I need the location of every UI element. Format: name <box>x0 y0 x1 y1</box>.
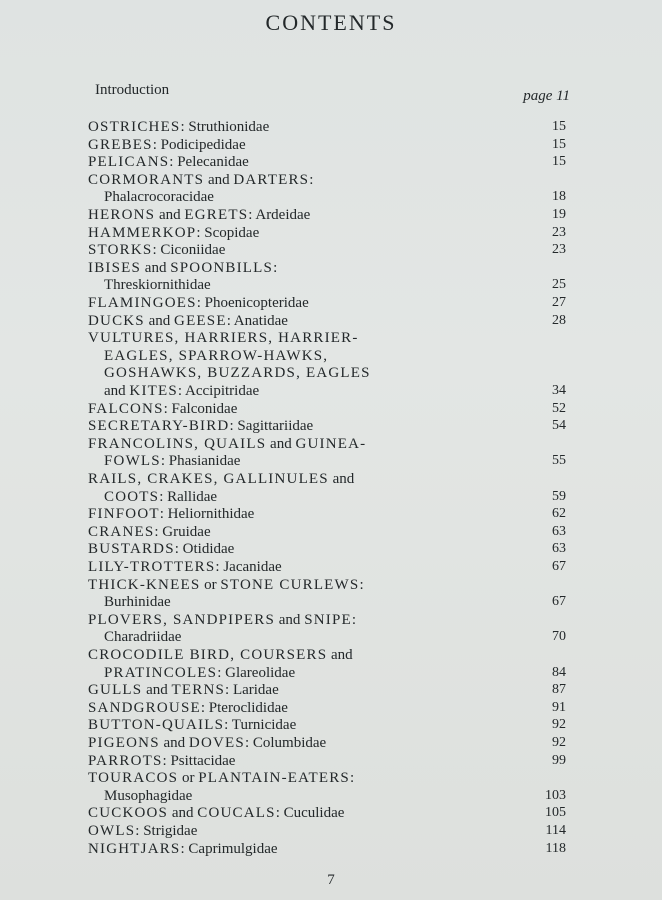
bird-group-name: PLOVERS, SANDPIPERS <box>88 611 276 628</box>
family-name: Musophagidae <box>104 787 193 804</box>
conjunction: and <box>275 611 305 628</box>
bird-group-name: RAILS, CRAKES, GALLINULES <box>88 471 329 487</box>
toc-entry <box>88 558 282 576</box>
bird-group-name: CORMORANTS <box>88 171 205 188</box>
conjunction: or <box>200 576 221 593</box>
bird-group-name: EAGLES, SPARROW-HAWKS, <box>104 347 329 364</box>
toc-row <box>0 505 662 523</box>
toc-entry <box>88 329 359 347</box>
toc-row <box>0 787 662 805</box>
toc-page-number: 103 <box>545 787 566 803</box>
family-name: : Accipitridae <box>177 383 260 399</box>
toc-row <box>0 593 662 611</box>
toc-entry <box>104 188 214 206</box>
family-name: : Pteroclididae <box>200 699 288 716</box>
toc-entry <box>104 347 328 365</box>
family-name: : Sagittariidae <box>229 418 314 435</box>
bird-group-name: HERONS <box>88 207 156 223</box>
toc-page-number: 62 <box>552 506 566 522</box>
bird-group-name: IBISES <box>88 259 142 276</box>
toc-page-number: 23 <box>552 224 566 240</box>
bird-group-name: FALCONS <box>88 400 164 417</box>
bird-group-name: GOSHAWKS, BUZZARDS, EAGLES <box>104 365 371 382</box>
toc-row <box>0 523 662 541</box>
family-name: : Falconidae <box>163 400 238 417</box>
bird-group-name: STORKS <box>88 242 153 259</box>
toc-row <box>0 294 662 312</box>
toc-entry <box>88 769 354 787</box>
bird-group-name: GREBES <box>88 136 153 153</box>
toc-entry <box>104 488 217 506</box>
toc-row <box>0 206 662 224</box>
toc-page-number: 55 <box>552 453 566 469</box>
bird-group-name: OWLS <box>88 823 136 839</box>
toc-entry <box>88 136 246 154</box>
toc-entry <box>88 576 364 594</box>
toc-row <box>0 840 662 858</box>
family-name: : Phasianidae <box>160 453 241 470</box>
family-name: : Laridae <box>225 682 279 699</box>
introduction-entry: Introduction <box>95 82 170 98</box>
toc-entry <box>88 294 309 312</box>
bird-group-name: EGRETS <box>184 207 249 223</box>
family-name: : Strigidae <box>135 823 198 839</box>
toc-entry <box>88 400 237 418</box>
bird-group-name: SECRETARY-BIRD <box>88 418 230 435</box>
toc-entry <box>88 224 259 242</box>
toc-page-number: 15 <box>552 154 566 170</box>
bird-group-name: FLAMINGOES <box>88 295 197 311</box>
bird-group-name: PRATINCOLES <box>104 664 218 681</box>
bird-group-name: VULTURES, HARRIERS, HARRIER- <box>88 330 359 347</box>
toc-page-number: 25 <box>552 277 566 293</box>
toc-entry <box>104 276 211 294</box>
bird-group-name: GUINEA- <box>295 435 367 452</box>
bird-group-name: TOURACOS <box>88 770 179 787</box>
conjunction: and <box>328 471 355 487</box>
toc-page-number: 70 <box>552 629 566 645</box>
bird-group-name: SPOONBILLS <box>170 259 274 276</box>
toc-entry <box>88 153 249 171</box>
toc-row <box>0 716 662 734</box>
toc-row <box>0 276 662 294</box>
family-name: : Gruidae <box>154 523 211 540</box>
family-name: and <box>104 383 130 399</box>
toc-row <box>0 312 662 330</box>
toc-page-number: 27 <box>552 295 566 310</box>
toc-entry <box>104 382 259 400</box>
toc-page-number: 114 <box>545 823 566 838</box>
toc-entry <box>104 664 295 682</box>
toc-entry <box>88 822 197 840</box>
conjunction: and <box>266 435 296 452</box>
toc-entry <box>88 206 310 224</box>
toc-page-number: 23 <box>552 242 566 258</box>
toc-page-number: 67 <box>552 559 566 574</box>
bird-group-name: BUSTARDS <box>88 541 175 558</box>
family-name: : Phoenicopteridae <box>196 295 309 311</box>
introduction-page-number: page 11 <box>523 88 570 104</box>
bird-group-name: PIGEONS <box>88 735 160 751</box>
toc-row <box>0 171 662 189</box>
family-name: : Glareolidae <box>217 664 296 681</box>
conjunction: and <box>141 259 171 276</box>
toc-row <box>0 752 662 770</box>
toc-page-number: 19 <box>552 207 566 222</box>
toc-entry <box>88 716 296 734</box>
toc-row <box>0 558 662 576</box>
toc-row <box>0 259 662 277</box>
bird-group-name: NIGHTJARS <box>88 840 181 857</box>
toc-row <box>0 417 662 435</box>
family-name: : Jacanidae <box>215 559 282 575</box>
toc-row <box>0 769 662 787</box>
toc-row <box>0 681 662 699</box>
toc-entry <box>88 435 366 453</box>
bird-group-name: PLANTAIN-EATERS <box>198 770 350 787</box>
toc-entry <box>88 417 313 435</box>
family-name: : Struthionidae <box>180 119 270 135</box>
toc-page-number: 63 <box>552 523 566 539</box>
toc-row <box>0 664 662 682</box>
toc-entry <box>88 171 313 189</box>
toc-row <box>0 611 662 629</box>
toc-row <box>0 646 662 664</box>
toc-row <box>0 136 662 154</box>
toc-row <box>0 452 662 470</box>
toc-entry <box>88 505 254 523</box>
toc-row <box>0 329 662 347</box>
toc-entry <box>88 681 279 699</box>
bird-group-name: DUCKS <box>88 312 145 329</box>
toc-page-number: 54 <box>552 418 566 434</box>
bird-group-name: FINFOOT <box>88 506 160 523</box>
bird-group-name: COUCALS <box>197 805 276 822</box>
toc-row <box>0 364 662 382</box>
bird-group-name: STONE CURLEWS <box>220 576 360 593</box>
family-name: : Psittacidae <box>162 752 236 769</box>
toc-page-number: 99 <box>552 752 566 768</box>
family-name: : Otididae <box>174 541 235 558</box>
conjunction: and <box>144 312 175 329</box>
toc-entry <box>88 734 326 752</box>
toc-page-number: 34 <box>552 383 566 398</box>
toc-entry <box>88 611 356 629</box>
bird-group-name: GEESE <box>174 312 227 329</box>
family-name: : Caprimulgidae <box>180 840 278 857</box>
toc-page-number: 92 <box>552 717 566 733</box>
toc-page-number: 92 <box>552 735 566 750</box>
family-name: : Ardeidae <box>248 207 311 223</box>
family-name: : <box>273 259 278 276</box>
toc-row <box>0 804 662 822</box>
toc-entry <box>88 699 288 717</box>
toc-row <box>0 224 662 242</box>
toc-page-number: 84 <box>552 664 566 680</box>
bird-group-name: GULLS <box>88 682 143 699</box>
toc-entry <box>88 523 211 541</box>
toc-entry <box>88 470 354 488</box>
conjunction: and <box>142 682 172 699</box>
toc-row <box>0 470 662 488</box>
toc-row <box>0 347 662 365</box>
page-title: CONTENTS <box>265 10 397 35</box>
toc-page-number: 59 <box>552 488 566 504</box>
toc-page-number: 15 <box>552 119 566 134</box>
family-name: Phalacrocoracidae <box>104 189 214 206</box>
toc-row <box>0 540 662 558</box>
toc-row <box>0 699 662 717</box>
bird-group-name: PARROTS <box>88 752 163 769</box>
conjunction: and <box>168 805 198 822</box>
toc-row <box>0 241 662 259</box>
family-name: : Rallidae <box>159 488 218 505</box>
toc-row <box>0 734 662 752</box>
bird-group-name: SNIPE <box>304 611 352 628</box>
toc-page-number: 18 <box>552 189 566 205</box>
bird-group-name: FOWLS <box>104 453 161 470</box>
family-name: Charadriidae <box>104 629 182 646</box>
family-name: : Podicipedidae <box>152 136 246 153</box>
family-name: : <box>309 171 314 188</box>
bird-group-name: FRANCOLINS, QUAILS <box>88 435 267 452</box>
family-name: : <box>349 770 355 787</box>
bird-group-name: HAMMERKOP <box>88 224 197 241</box>
toc-page-number: 87 <box>552 682 566 698</box>
toc-page-number: 105 <box>545 805 566 821</box>
bird-group-name: TERNS <box>171 682 226 699</box>
toc-row <box>0 435 662 453</box>
toc-row <box>0 382 662 400</box>
family-name: : Heliornithidae <box>159 506 255 523</box>
toc-entry <box>88 646 353 664</box>
toc-entry <box>88 118 269 136</box>
toc-row <box>0 822 662 840</box>
bird-group-name: COOTS <box>104 488 160 505</box>
bird-group-name: BUTTON-QUAILS <box>88 717 225 734</box>
toc-entry <box>104 628 181 646</box>
toc-entry <box>88 752 235 770</box>
bird-group-name: CROCODILE BIRD, COURSERS <box>88 647 328 663</box>
toc-row <box>0 628 662 646</box>
conjunction: and <box>327 647 353 663</box>
toc-entry <box>88 804 344 822</box>
toc-entry <box>104 787 192 805</box>
family-name: : <box>351 611 357 628</box>
family-name: : <box>359 576 364 593</box>
family-name: : Turnicidae <box>224 717 297 734</box>
toc-entry <box>88 540 234 558</box>
conjunction: and <box>155 207 185 223</box>
toc-row <box>0 118 662 136</box>
toc-row <box>0 188 662 206</box>
family-name: : Cuculidae <box>275 805 345 822</box>
family-name: Burhinidae <box>104 594 171 611</box>
bird-group-name: KITES <box>129 383 178 399</box>
toc-entry <box>104 593 171 611</box>
toc-row <box>0 400 662 418</box>
toc-entry <box>104 364 371 382</box>
bird-group-name: SANDGROUSE <box>88 699 201 716</box>
family-name: : Anatidae <box>226 312 288 329</box>
toc-page-number: 52 <box>552 400 566 416</box>
toc-page-number: 28 <box>552 312 566 328</box>
family-name: : Scopidae <box>196 224 260 241</box>
bird-group-name: PELICANS <box>88 154 170 171</box>
toc-row <box>0 153 662 171</box>
family-name: : Pelecanidae <box>169 154 249 171</box>
bird-group-name: DOVES <box>188 735 245 751</box>
toc-entry <box>88 241 225 259</box>
page-number: 7 <box>327 872 335 888</box>
conjunction: and <box>159 735 189 751</box>
toc-row <box>0 488 662 506</box>
toc-page-number: 67 <box>552 594 566 610</box>
bird-group-name: OSTRICHES <box>88 119 181 135</box>
toc-entry <box>104 452 240 470</box>
family-name: : Ciconiidae <box>152 242 226 259</box>
family-name: Threskiornithidae <box>104 277 211 294</box>
toc-row <box>0 576 662 594</box>
conjunction: or <box>178 770 199 787</box>
conjunction: and <box>204 171 234 188</box>
toc-page-number: 15 <box>552 136 566 152</box>
bird-group-name: CRANES <box>88 523 155 540</box>
bird-group-name: LILY-TROTTERS <box>88 559 216 575</box>
toc-page-number: 118 <box>545 840 566 856</box>
toc-entry <box>88 840 278 858</box>
toc-page-number: 91 <box>552 699 566 715</box>
bird-group-name: THICK-KNEES <box>88 576 201 593</box>
bird-group-name: CUCKOOS <box>88 805 169 822</box>
bird-group-name: DARTERS <box>233 171 310 188</box>
family-name: : Columbidae <box>244 735 327 751</box>
toc-entry <box>88 259 277 277</box>
toc-entry <box>88 312 288 330</box>
toc-page-number: 63 <box>552 541 566 557</box>
